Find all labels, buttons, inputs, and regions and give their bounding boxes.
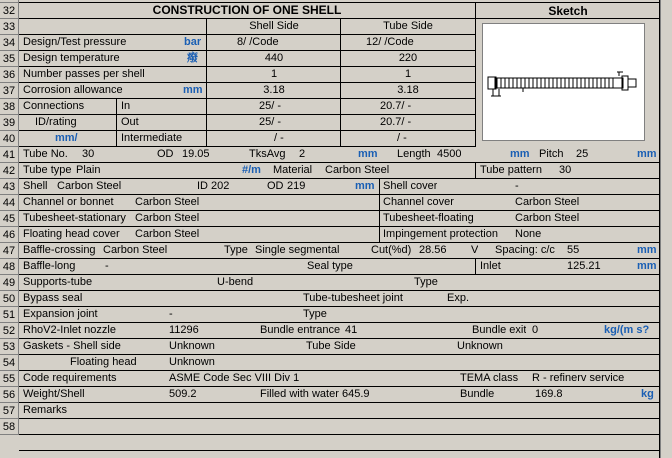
pitch-label: Pitch <box>539 148 564 160</box>
shell-id-label: ID <box>197 180 208 192</box>
baffle-long-value[interactable]: - <box>105 260 109 272</box>
rhov2-inlet-value[interactable]: 11296 <box>169 324 199 336</box>
channel-cover-value[interactable]: Carbon Steel <box>515 196 580 208</box>
baffle-long-label: Baffle-long <box>23 260 76 272</box>
row-code <box>19 371 660 387</box>
row-supports <box>19 275 660 291</box>
conn-inter-label: Intermediate <box>121 132 183 144</box>
water-value[interactable]: 645.9 <box>342 388 370 400</box>
row-rhov2 <box>19 323 660 339</box>
tubesheet-floating-label: Tubesheet-floating <box>383 212 474 224</box>
baffle-type-value[interactable]: Single segmental <box>255 244 340 256</box>
connections-label: Connections <box>23 100 85 112</box>
passes-label: Number passes per shell <box>23 68 145 80</box>
row-number[interactable]: 41 <box>0 147 19 163</box>
row-number[interactable]: 56 <box>0 387 19 403</box>
code-label: Code requirements <box>23 372 117 384</box>
tube-tks-label: TksAvg <box>249 148 286 160</box>
supports-tube-label: Supports-tube <box>23 276 93 288</box>
temp-unit: 癈 <box>187 52 198 64</box>
ubend-label: U-bend <box>217 276 254 288</box>
row-floating-head-gasket <box>19 355 660 371</box>
tube-od-label: OD <box>157 148 174 160</box>
impingement-value[interactable]: None <box>515 228 542 240</box>
row-tubesheet <box>19 211 660 227</box>
divider <box>379 211 380 227</box>
conn-in-shell[interactable]: 25/ - <box>259 100 282 112</box>
remarks-label: Remarks <box>23 404 68 416</box>
sheet-title: CONSTRUCTION OF ONE SHELL <box>152 3 342 17</box>
row-number[interactable]: 52 <box>0 323 19 339</box>
inlet-value[interactable]: 125.21 <box>567 260 601 272</box>
datasheet-grid <box>19 0 660 458</box>
divider <box>379 179 380 195</box>
spacing-label: Spacing: c/c <box>495 244 555 256</box>
floating-head-cover-label: Floating head cover <box>23 228 120 240</box>
row-number[interactable]: 33 <box>0 19 19 35</box>
row-number[interactable]: 36 <box>0 67 19 83</box>
pressure-shell-value[interactable]: 8/ /Code <box>237 36 279 48</box>
row-column-headings <box>19 19 475 35</box>
impingement-label: Impingement protection <box>383 228 498 240</box>
shell-od-label: OD <box>267 180 284 192</box>
shell-id-value[interactable]: 202 <box>211 180 230 192</box>
row-channel <box>19 195 660 211</box>
row-number[interactable]: 34 <box>0 35 19 51</box>
spacing-unit: mm <box>637 244 657 256</box>
bundle-entrance-label: Bundle entrance <box>260 324 341 336</box>
row-number[interactable]: 51 <box>0 307 19 323</box>
bundle-value[interactable]: 169.8 <box>535 388 563 400</box>
temp-shell-value[interactable]: 440 <box>264 52 284 64</box>
row-number[interactable]: 58 <box>0 419 19 435</box>
tubesheet-stationary-value[interactable]: Carbon Steel <box>135 212 200 224</box>
shell-cover-label: Shell cover <box>383 180 438 192</box>
row-number[interactable]: 57 <box>0 403 19 419</box>
bundle-label: Bundle <box>460 388 495 400</box>
pressure-unit: bar <box>184 36 202 48</box>
conn-inter-tube[interactable]: / - <box>397 132 407 144</box>
row-tube-dims <box>19 147 660 163</box>
divider <box>379 195 380 211</box>
corrosion-tube-value[interactable]: 3.18 <box>397 84 419 96</box>
gasket-fh-value[interactable]: Unknown <box>169 356 215 368</box>
passes-shell-value[interactable]: 1 <box>270 68 278 80</box>
row-expansion <box>19 307 660 323</box>
row-number[interactable]: 50 <box>0 291 19 307</box>
tube-material-value[interactable]: Carbon Steel <box>325 164 390 176</box>
shell-unit: mm <box>355 180 375 192</box>
row-connections-in <box>19 99 475 115</box>
conn-inter-shell[interactable]: / - <box>274 132 284 144</box>
conn-in-tube[interactable]: 20.7/ - <box>380 100 412 112</box>
conn-in-label: In <box>121 100 131 112</box>
row-number[interactable]: 45 <box>0 211 19 227</box>
temp-tube-value[interactable]: 220 <box>398 52 418 64</box>
gasket-shell-label: Gaskets - Shell side <box>23 340 121 352</box>
row-number[interactable]: 49 <box>0 275 19 291</box>
length-unit: mm <box>510 148 530 160</box>
exchanger-drawing <box>483 24 644 140</box>
tube-length-value[interactable]: 4500 <box>437 148 462 160</box>
tube-pattern-value[interactable]: 30 <box>559 164 572 176</box>
row-tube-type <box>19 163 660 179</box>
divider <box>340 19 341 147</box>
weight-unit: kg <box>641 388 654 400</box>
row-number[interactable]: 40 <box>0 131 19 147</box>
divider <box>206 19 207 147</box>
channel-cover-label: Channel cover <box>383 196 454 208</box>
spacing-value[interactable]: 55 <box>567 244 580 256</box>
row-baffle-long <box>19 259 660 275</box>
tube-tubesheet-joint-label: Tube-tubesheet joint <box>303 292 403 304</box>
water-label: Filled with water <box>260 388 339 400</box>
bundle-exit-label: Bundle exit <box>472 324 527 336</box>
shell-label: Shell <box>23 180 48 192</box>
row-corrosion <box>19 83 475 99</box>
tube-type-value[interactable]: Plain <box>76 164 101 176</box>
tema-value[interactable]: R - refinerv service <box>532 372 625 384</box>
supports-type-label: Type <box>414 276 438 288</box>
weight-shell-value[interactable]: 509.2 <box>169 388 197 400</box>
row-number[interactable]: 44 <box>0 195 19 211</box>
row-weight <box>19 387 660 403</box>
row-number[interactable]: 43 <box>0 179 19 195</box>
row-number[interactable]: 38 <box>0 99 19 115</box>
conn-unit: mm/ <box>55 132 78 144</box>
tube-side-heading: Tube Side <box>383 20 433 32</box>
tube-material-label: Material <box>273 164 313 176</box>
row-number[interactable]: 35 <box>0 51 19 67</box>
row-number[interactable]: 32 <box>0 3 19 19</box>
baffle-cut-value[interactable]: 28.56 <box>419 244 447 256</box>
inlet-unit: mm <box>637 260 657 272</box>
corrosion-unit: mm <box>183 84 203 96</box>
gasket-tube-value[interactable]: Unknown <box>457 340 503 352</box>
row-bypass <box>19 291 660 307</box>
tube-no-label: Tube No. <box>23 148 68 160</box>
row-connections-out <box>19 115 475 131</box>
tks-unit: mm <box>358 148 378 160</box>
design-temp-label: Design temperature <box>23 52 120 64</box>
row-remarks-3[interactable] <box>19 435 660 451</box>
bundle-entrance-value[interactable]: 41 <box>345 324 358 336</box>
row-number-column <box>0 0 19 458</box>
baffle-cut-suffix: V <box>471 244 479 256</box>
seal-type-label: Seal type <box>307 260 353 272</box>
gasket-fh-label: Floating head <box>70 356 137 368</box>
row-number[interactable]: 54 <box>0 355 19 371</box>
tubesheet-floating-value[interactable]: Carbon Steel <box>515 212 580 224</box>
gasket-tube-label: Tube Side <box>306 340 356 352</box>
row-number[interactable]: 46 <box>0 227 19 243</box>
tube-pattern-label: Tube pattern <box>480 164 542 176</box>
sketch-panel <box>475 3 660 147</box>
vertical-scrollbar[interactable] <box>660 0 672 458</box>
row-number[interactable]: 53 <box>0 339 19 355</box>
conn-out-tube[interactable]: 20.7/ - <box>380 116 412 128</box>
expansion-joint-label: Expansion joint <box>23 308 98 320</box>
baffle-crossing-label: Baffle-crossing <box>23 244 96 256</box>
divider <box>475 163 476 179</box>
row-number[interactable]: 42 <box>0 163 19 179</box>
pitch-unit: mm <box>637 148 657 160</box>
rhov2-label: RhoV2-Inlet nozzle <box>23 324 116 336</box>
baffle-cut-label: Cut(%d) <box>371 244 412 256</box>
row-number[interactable]: 48 <box>0 259 19 275</box>
row-design-temperature <box>19 51 475 67</box>
tube-tks-value[interactable]: 2 <box>299 148 306 160</box>
divider <box>475 259 476 275</box>
conn-out-shell[interactable]: 25/ - <box>259 116 282 128</box>
row-passes <box>19 67 475 83</box>
baffle-crossing-material[interactable]: Carbon Steel <box>103 244 168 256</box>
tube-od-value[interactable]: 19.05 <box>182 148 210 160</box>
pitch-value[interactable]: 25 <box>576 148 589 160</box>
tube-type-label: Tube type <box>23 164 72 176</box>
baffle-type-label: Type <box>224 244 248 256</box>
row-design-pressure <box>19 35 475 51</box>
shell-side-heading: Shell Side <box>249 20 299 32</box>
gasket-shell-value[interactable]: Unknown <box>169 340 215 352</box>
rhov2-unit: kg/(m s? <box>604 324 650 336</box>
design-pressure-label: Design/Test pressure <box>23 36 127 48</box>
shell-material[interactable]: Carbon Steel <box>57 180 122 192</box>
tube-tubesheet-joint-value[interactable]: Exp. <box>447 292 470 304</box>
corrosion-label: Corrosion allowance <box>23 84 123 96</box>
floating-head-cover-value[interactable]: Carbon Steel <box>135 228 200 240</box>
shell-cover-value[interactable]: - <box>515 180 519 192</box>
row-number[interactable]: 39 <box>0 115 19 131</box>
bundle-exit-value[interactable]: 0 <box>532 324 539 336</box>
id-rating-label: ID/rating <box>35 116 77 128</box>
channel-label: Channel or bonnet <box>23 196 114 208</box>
inlet-label: Inlet <box>480 260 501 272</box>
expansion-type-label: Type <box>303 308 327 320</box>
tube-length-label: Length <box>397 148 431 160</box>
tube-type-unit: #/m <box>242 164 261 176</box>
bypass-seal-label: Bypass seal <box>23 292 83 304</box>
shell-od-value[interactable]: 219 <box>287 180 306 192</box>
tube-no-value[interactable]: 30 <box>82 148 95 160</box>
row-gaskets <box>19 339 660 355</box>
divider <box>116 99 117 147</box>
row-floating-head <box>19 227 660 243</box>
row-connections-intermediate <box>19 131 475 147</box>
row-baffle-crossing <box>19 243 660 259</box>
row-shell <box>19 179 660 195</box>
corrosion-shell-value[interactable]: 3.18 <box>263 84 285 96</box>
row-number[interactable]: 47 <box>0 243 19 259</box>
row-number[interactable]: 37 <box>0 83 19 99</box>
passes-tube-value[interactable]: 1 <box>404 68 412 80</box>
weight-label: Weight/Shell <box>23 388 85 400</box>
pressure-tube-value[interactable]: 12/ /Code <box>366 36 414 48</box>
row-number[interactable]: 55 <box>0 371 19 387</box>
code-value[interactable]: ASME Code Sec VIII Div 1 <box>169 372 300 384</box>
divider <box>379 227 380 243</box>
sketch-title: Sketch <box>476 3 660 19</box>
expansion-joint-value[interactable]: - <box>169 308 173 320</box>
tema-label: TEMA class <box>460 372 519 384</box>
channel-value[interactable]: Carbon Steel <box>135 196 200 208</box>
tubesheet-stationary-label: Tubesheet-stationary <box>23 212 126 224</box>
conn-out-label: Out <box>121 116 139 128</box>
row-remarks-2[interactable] <box>19 419 660 435</box>
exchanger-sketch <box>482 23 645 141</box>
row-remarks <box>19 403 660 419</box>
